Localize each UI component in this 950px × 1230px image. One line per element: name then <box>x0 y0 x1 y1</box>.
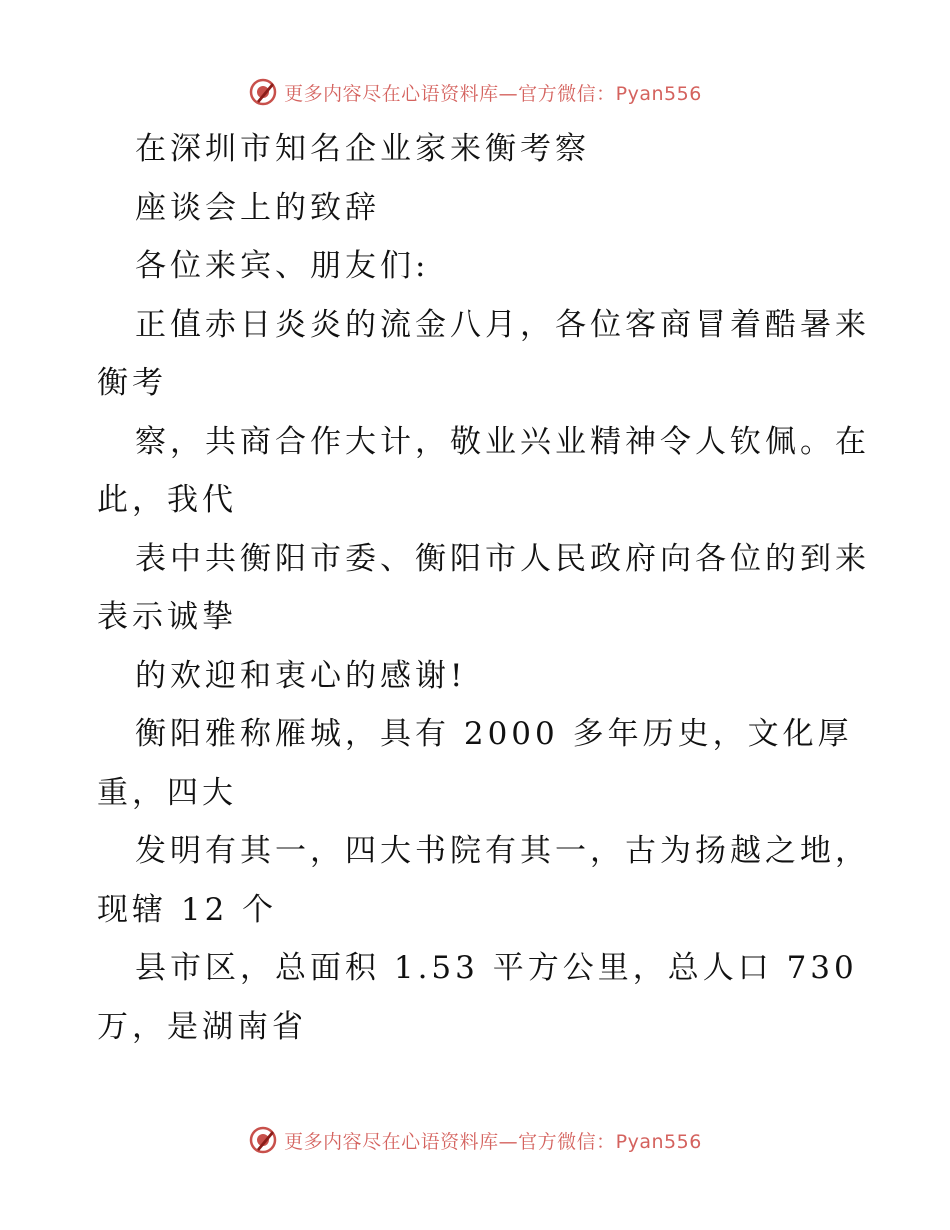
salutation: 各位来宾、朋友们: <box>135 248 430 284</box>
header-banner-text: 更多内容尽在心语资料库—官方微信：Pyan556 <box>284 82 702 105</box>
title-line-2: 座谈会上的致辞 <box>135 189 380 226</box>
paragraph-line: 察，共商合作大计，敬业兴业精神令人钦佩。在 <box>135 423 870 460</box>
paragraph-line: 衡阳雅称雁城，具有 2000 多年历史，文化厚 <box>135 716 853 752</box>
quill-seal-icon <box>248 77 278 107</box>
title-line-1: 在深圳市知名企业家来衡考察 <box>135 131 590 167</box>
header-banner <box>0 72 950 112</box>
paragraph-line: 表中共衡阳市委、衡阳市人民政府向各位的到来 <box>135 540 870 577</box>
paragraph-line: 正值赤日炎炎的流金八月，各位客商冒着酷暑来 <box>135 306 870 343</box>
paragraph-line: 的欢迎和衷心的感谢! <box>135 657 467 694</box>
paragraph-line: 此，我代 <box>97 482 237 518</box>
paragraph-line: 县市区，总面积 1.53 平方公里，总人口 730 <box>135 950 858 986</box>
paragraph-line: 衡考 <box>97 365 167 401</box>
paragraph-line: 万，是湖南省 <box>97 1008 307 1045</box>
document-body <box>97 120 877 1056</box>
footer-banner-text: 更多内容尽在心语资料库—官方微信：Pyan556 <box>284 1130 702 1153</box>
paragraph-line: 重，四大 <box>97 774 237 811</box>
paragraph-line: 发明有其一，四大书院有其一，古为扬越之地， <box>135 833 870 869</box>
paragraph-line: 表示诚挚 <box>97 599 237 635</box>
quill-seal-icon <box>248 1125 278 1155</box>
paragraph-line: 现辖 12 个 <box>97 891 278 928</box>
footer-banner <box>0 1120 950 1160</box>
